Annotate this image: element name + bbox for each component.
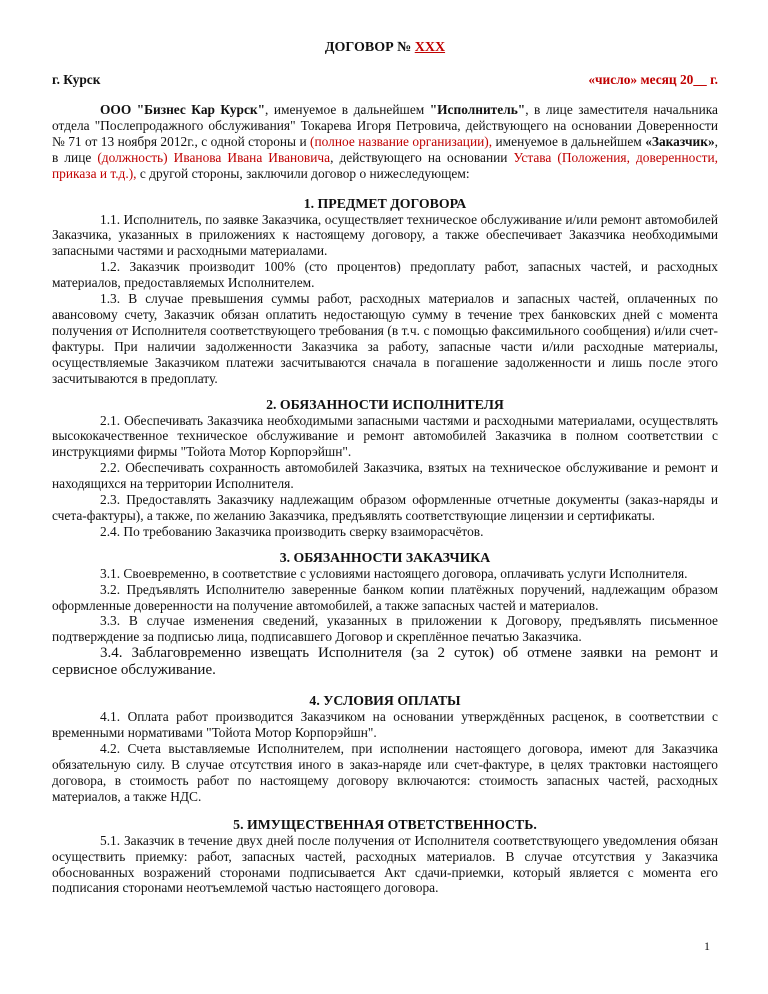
customer-term: «Заказчик» bbox=[645, 133, 715, 149]
clause: 3.4. Заблаговременно извещать Исполнителя (за 2 суток) об отмене заявки на ремонт и сервисное обслуживание. bbox=[52, 645, 718, 679]
company-name: ООО "Бизнес Кар Курск" bbox=[100, 102, 266, 117]
section-heading: 2. ОБЯЗАННОСТИ ИСПОЛНИТЕЛЯ bbox=[266, 396, 504, 412]
title-prefix: ДОГОВОР № bbox=[324, 40, 412, 55]
section-heading: 4. УСЛОВИЯ ОПЛАТЫ bbox=[309, 693, 461, 709]
city: г. Курск bbox=[52, 72, 101, 87]
section-heading: 1. ПРЕДМЕТ ДОГОВОРА bbox=[303, 195, 467, 211]
contract-title bbox=[52, 40, 718, 56]
clause: 3.3. В случае изменения сведений, указанных в приложении к Договору, предъявлять письменное подтверждение за подписью лица, подписавшего Договор и скреплённое печатью Заказчика. bbox=[52, 613, 718, 645]
clause: 1.3. В случае превышения суммы работ, расходных материалов и запасных частей, оплаченных по авансовому счету, Заказчик обязан оплатить недостающую сумму в течение трех банковских дней с момента получения от Исполнителя соответствующего требования (в т.ч. с помощью факсимильного сообщения) и/или счет-фактуры. При наличии задолженности Заказчика за работу, запасные части и/или расходные материалы, осуществляемые Заказчиком платежи засчитываются сначала в погашение задолженности и лишь после этого засчитываются в предоплату. bbox=[52, 291, 718, 386]
city-date-line bbox=[52, 72, 718, 88]
document-page bbox=[52, 40, 718, 896]
contract-number: XXX bbox=[414, 40, 446, 55]
clause: 2.3. Предоставлять Заказчику надлежащим образом оформленные отчетные документы (заказ-наряды и счета-фактуры), а также, по желанию Заказчика, предъявлять соответствующие лицензии и сертификаты. bbox=[52, 492, 718, 523]
clause: 3.1. Своевременно, в соответствие с условиями настоящего договора, оплачивать услуги Исполнителя. bbox=[100, 565, 688, 581]
clause: 2.2. Обеспечивать сохранность автомобилей Заказчика, взятых на техническое обслуживание и ремонт и находящихся на территории Исполнителя. bbox=[52, 460, 718, 492]
basis-placeholder: Устава (Положения, доверенности, приказа и т.д.), bbox=[52, 149, 718, 181]
clause: 4.2. Счета выставляемые Исполнителем, при исполнении настоящего договора, имеют для Заказчика обязательную силу. В случае отсутствия иного в заказ-наряде или счет-фактуре, в целях трактовки настоящего договора, в стоимость работ по настоящему договору включаются: стоимость запасных частей, расходных материалов, а также НДС. bbox=[52, 741, 718, 804]
clause: 3.2. Предъявлять Исполнителю заверенные банком копии платёжных поручений, надлежащим образом оформленные доверенности на получение автомобилей, а также запасных частей и материалов. bbox=[52, 581, 718, 613]
clause: 1.2. Заказчик производит 100% (сто процентов) предоплату работ, запасных частей, и расходных материалов, предоставляемых Исполнителем. bbox=[52, 259, 718, 291]
intro-paragraph: ООО "Бизнес Кар Курск", именуемое в дальнейшем "Исполнитель", в лице заместителя начальника отдела "Послепродажного обслуживания" Токарева Игоря Петровича, действующего на основании Доверенности № 71 от 13 ноября 2012г., с одной стороны и (полное название организации), именуемое в дальнейшем «Заказчик», в лице (должность) Иванова Ивана Ивановича, действующего на основании Устава (Положения, доверенности, приказа и т.д.), с другой стороны, заключили договор о нижеследующем: bbox=[52, 102, 719, 181]
clause: 5.1. Заказчик в течение двух дней после получения от Исполнителя соответствующего уведомления обязан осуществить приемку: работ, запасных частей, расходных материалов. В случае отсутствия у Заказчика обоснованных возражений сторонами подписывается Акт сдачи-приемки, который является с момента его подписания сторонами неотъемлемой частью настоящего договора. bbox=[52, 832, 718, 896]
clause: 1.1. Исполнитель, по заявке Заказчика, осуществляет техническое обслуживание и/или ремонт автомобилей Заказчика, указанных в приложениях к настоящему договору, а также обеспечивает Заказчика необходимыми запасными частями и расходными материалами. bbox=[52, 211, 718, 259]
executor-term: "Исполнитель" bbox=[429, 102, 526, 117]
section-heading: 3. ОБЯЗАННОСТИ ЗАКАЗЧИКА bbox=[279, 549, 491, 565]
section-heading: 5. ИМУЩЕСТВЕННАЯ ОТВЕТСТВЕННОСТЬ. bbox=[233, 816, 537, 832]
page-number: 1 bbox=[704, 939, 710, 953]
contract-date: «число» месяц 20__ г. bbox=[588, 72, 718, 87]
clause: 2.4. По требованию Заказчика производить сверку взаиморасчётов. bbox=[100, 523, 484, 539]
org-placeholder: (полное название организации), bbox=[310, 133, 493, 149]
clause: 2.1. Обеспечивать Заказчика необходимыми запасными частями и расходными материалами, осуществлять высококачественное техническое обслуживание и ремонт автомобилей Заказчика в полном соответствии с инструкциями фирмы "Тойота Мотор Корпорэйшн". bbox=[52, 412, 718, 460]
position-placeholder: (должность) Иванова Ивана Ивановича bbox=[97, 149, 331, 165]
clause: 4.1. Оплата работ производится Заказчиком на основании утверждённых расценок, в соответствии с временными нормативами "Тойота Мотор Корпорэйшн". bbox=[52, 709, 718, 741]
